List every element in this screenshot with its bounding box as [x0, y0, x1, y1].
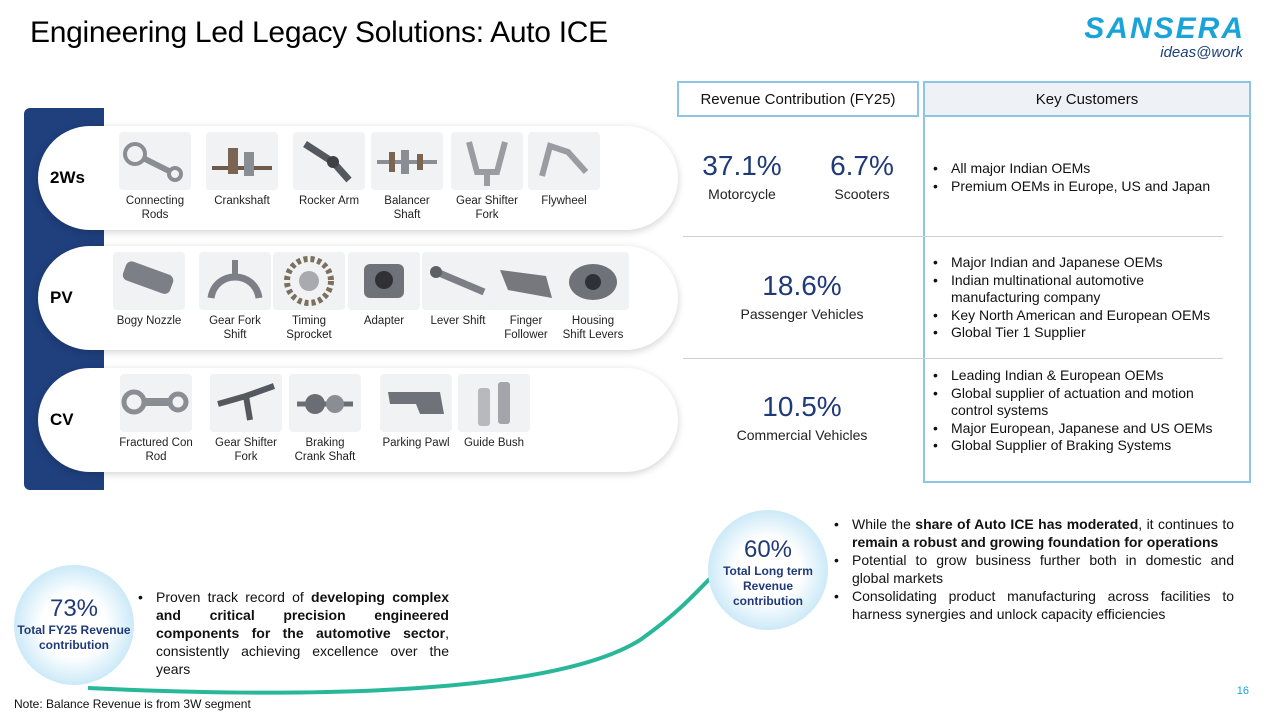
customers-pv-list — [930, 254, 1230, 342]
list-item: • Global Supplier of Braking Systems — [930, 437, 1230, 455]
longterm-revenue-circle — [708, 510, 828, 630]
customers-2w-list — [930, 160, 1230, 195]
sansera-logo — [1040, 14, 1245, 64]
product-item — [345, 252, 423, 328]
segment-row-cv — [38, 368, 678, 472]
list-item: • Premium OEMs in Europe, US and Japan — [930, 178, 1230, 196]
product-caption: Crankshaft — [214, 195, 270, 207]
product-item — [196, 252, 274, 342]
product-item — [448, 132, 526, 222]
product-caption: Gear Shifter Fork — [456, 195, 518, 221]
product-caption: Braking Crank Shaft — [294, 437, 356, 463]
gear-shifter-fork-icon — [210, 374, 282, 432]
product-caption: Balancer Shaft — [384, 195, 430, 221]
adapter-icon — [348, 252, 420, 310]
product-item — [455, 374, 533, 450]
divider — [683, 236, 1223, 237]
flywheel-icon — [528, 132, 600, 190]
longterm-revenue-value: 60% — [743, 536, 793, 563]
parking-pawl-icon — [380, 374, 452, 432]
product-caption: Finger Follower — [504, 315, 548, 341]
outlook-bullets — [832, 515, 1234, 623]
product-item — [525, 132, 603, 208]
gear-fork-shift-icon — [199, 252, 271, 310]
product-caption: Timing Sprocket — [286, 315, 332, 341]
segment-row-2w — [38, 126, 678, 230]
longterm-revenue-label: Total Long term Revenue contribution — [723, 564, 813, 608]
balancer-shaft-icon — [371, 132, 443, 190]
product-item — [554, 252, 632, 342]
product-caption: Parking Pawl — [382, 437, 450, 449]
scooters-share: 6.7% — [830, 150, 894, 181]
finger-follower-icon — [490, 252, 562, 310]
list-item: • Global supplier of actuation and motion control systems — [930, 385, 1230, 420]
list-item: • Key North American and European OEMs — [930, 307, 1230, 325]
product-item — [419, 252, 497, 328]
product-item — [377, 374, 455, 450]
lever-shift-icon — [422, 252, 494, 310]
list-item: • Major European, Japanese and US OEMs — [930, 420, 1230, 438]
product-caption: Adapter — [363, 315, 405, 327]
passenger-label: Passenger Vehicles — [740, 306, 864, 322]
connecting-rod-icon — [119, 132, 191, 190]
logo-tagline: ideas@work — [1160, 44, 1243, 61]
product-item — [207, 374, 285, 464]
scooters-label: Scooters — [834, 186, 890, 202]
product-caption: Flywheel — [541, 195, 587, 207]
footnote: Note: Balance Revenue is from 3W segment — [14, 697, 251, 711]
product-item — [110, 252, 188, 328]
motorcycle-share: 37.1% — [702, 150, 782, 181]
track-record-bullets — [136, 588, 449, 678]
list-item: • All major Indian OEMs — [930, 160, 1230, 178]
product-caption: Housing Shift Levers — [562, 315, 624, 341]
timing-sprocket-icon — [273, 252, 345, 310]
segment-label: CV — [50, 410, 74, 429]
product-caption: Guide Bush — [463, 437, 525, 449]
guide-bush-icon — [458, 374, 530, 432]
product-item — [116, 132, 194, 222]
product-item — [203, 132, 281, 208]
fy25-revenue-value: 73% — [49, 595, 99, 622]
list-item: • Leading Indian & European OEMs — [930, 367, 1230, 385]
key-customers-header: Key Customers — [923, 81, 1251, 117]
rocker-arm-icon — [293, 132, 365, 190]
segment-label: PV — [50, 288, 73, 307]
product-caption: Lever Shift — [430, 315, 486, 327]
list-item: • While the share of Auto ICE has moderated, it continues to remain a robust and growing foundation for operations — [832, 515, 1234, 551]
commercial-label: Commercial Vehicles — [736, 427, 868, 443]
gear-shifter-fork-icon — [451, 132, 523, 190]
list-item: • Major Indian and Japanese OEMs — [930, 254, 1230, 272]
logo-wordmark: SANSERA — [1084, 12, 1245, 45]
braking-crank-shaft-icon — [289, 374, 361, 432]
revenue-contribution-header: Revenue Contribution (FY25) — [677, 81, 919, 117]
list-item: • Indian multinational automotive manufacturing company — [930, 272, 1230, 307]
housing-shift-levers-icon — [557, 252, 629, 310]
product-item — [117, 374, 195, 464]
product-caption: Gear Fork Shift — [209, 315, 261, 341]
product-item — [286, 374, 364, 464]
page-title: Engineering Led Legacy Solutions: Auto ICE — [30, 16, 608, 49]
commercial-share: 10.5% — [762, 391, 842, 422]
product-item — [270, 252, 348, 342]
page-number: 16 — [1236, 685, 1249, 697]
product-caption: Fractured Con Rod — [119, 437, 193, 463]
crankshaft-icon — [206, 132, 278, 190]
list-item: • Global Tier 1 Supplier — [930, 324, 1230, 342]
segment-row-pv — [38, 246, 678, 350]
product-caption: Gear Shifter Fork — [215, 437, 277, 463]
motorcycle-label: Motorcycle — [708, 186, 776, 202]
list-item: • Proven track record of developing complex and critical precision engineered components for the automotive sector, consistently achieving excellence over the years — [136, 588, 449, 678]
product-caption: Connecting Rods — [125, 195, 185, 221]
divider — [683, 358, 1223, 359]
customers-cv-list — [930, 367, 1230, 455]
product-caption: Bogy Nozzle — [116, 315, 182, 327]
product-item — [368, 132, 446, 222]
fy25-revenue-circle — [14, 565, 134, 685]
list-item: • Potential to grow business further both in domestic and global markets — [832, 551, 1234, 587]
product-item — [290, 132, 368, 208]
bogy-nozzle-icon — [113, 252, 185, 310]
passenger-share: 18.6% — [762, 270, 842, 301]
fractured-con-rod-icon — [120, 374, 192, 432]
list-item: • Consolidating product manufacturing across facilities to harness synergies and unlock capacity efficiencies — [832, 587, 1234, 623]
product-caption: Rocker Arm — [298, 195, 360, 207]
segment-label: 2Ws — [50, 168, 85, 187]
fy25-revenue-label: Total FY25 Revenue contribution — [17, 623, 131, 652]
